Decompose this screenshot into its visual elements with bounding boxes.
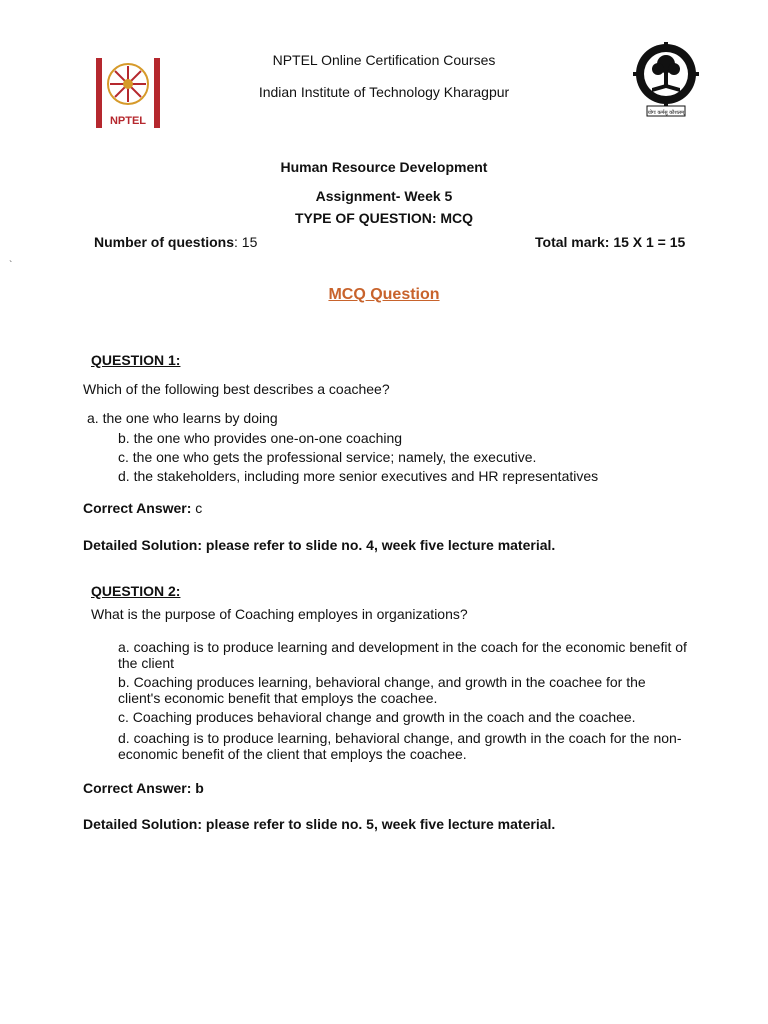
stray-mark: ` <box>9 260 13 271</box>
question-1-answer-value: c <box>191 500 203 516</box>
question-1-option-d: d. the stakeholders, including more senior executives and HR representatives <box>118 468 599 484</box>
number-of-questions <box>94 234 257 250</box>
assignment-title: Assignment- Week 5 <box>315 188 453 204</box>
question-2-option-b: b. Coaching produces learning, behavioral change, and growth in the coachee for the client's economic benefit that employs the coachee. <box>118 674 646 706</box>
question-1-solution <box>83 537 555 553</box>
question-2-option-d: d. coaching is to produce learning, behavioral change, and growth in the coach for the non-economic benefit of the client that employs the coachee. <box>118 730 682 762</box>
question-1-solution-label: Detailed Solution <box>83 537 198 553</box>
question-2-option-c: c. Coaching produces behavioral change and growth in the coach and the coachee. <box>118 709 636 725</box>
course-title: Human Resource Development <box>280 159 488 175</box>
question-2-text: What is the purpose of Coaching employes in organizations? <box>91 606 468 622</box>
question-2-heading: QUESTION 2: <box>91 583 181 599</box>
number-of-questions-label: Number of questions <box>94 234 235 250</box>
number-of-questions-value: : 15 <box>234 234 258 250</box>
question-1-solution-text: : please refer to slide no. 4, week five lecture material. <box>197 537 556 553</box>
question-2-solution: Detailed Solution: please refer to slide no. 5, week five lecture material. <box>83 816 556 832</box>
question-1-text: Which of the following best describes a coachee? <box>83 381 390 397</box>
iit-logo-motto: योगः कर्मसु कौशलम् <box>647 110 685 116</box>
header-line-2: Indian Institute of Technology Kharagpur <box>258 84 510 100</box>
question-1-option-c: c. the one who gets the professional service; namely, the executive. <box>118 449 537 465</box>
question-1-option-b: b. the one who provides one-on-one coaching <box>118 430 403 446</box>
question-2-answer: Correct Answer: b <box>83 780 204 796</box>
nptel-logo-text: NPTEL <box>109 115 147 127</box>
section-title: MCQ Question <box>328 286 440 303</box>
total-mark: Total mark: 15 X 1 = 15 <box>535 234 686 250</box>
header-line-1: NPTEL Online Certification Courses <box>272 52 496 68</box>
question-1-option-a: a. the one who learns by doing <box>87 410 278 426</box>
question-1-answer <box>83 500 202 516</box>
question-type: TYPE OF QUESTION: MCQ <box>294 210 474 226</box>
question-2-option-a: a. coaching is to produce learning and development in the coach for the economic benefit of the client <box>118 639 687 671</box>
question-1-heading: QUESTION 1: <box>91 352 181 368</box>
question-1-answer-label: Correct Answer: <box>83 500 192 516</box>
